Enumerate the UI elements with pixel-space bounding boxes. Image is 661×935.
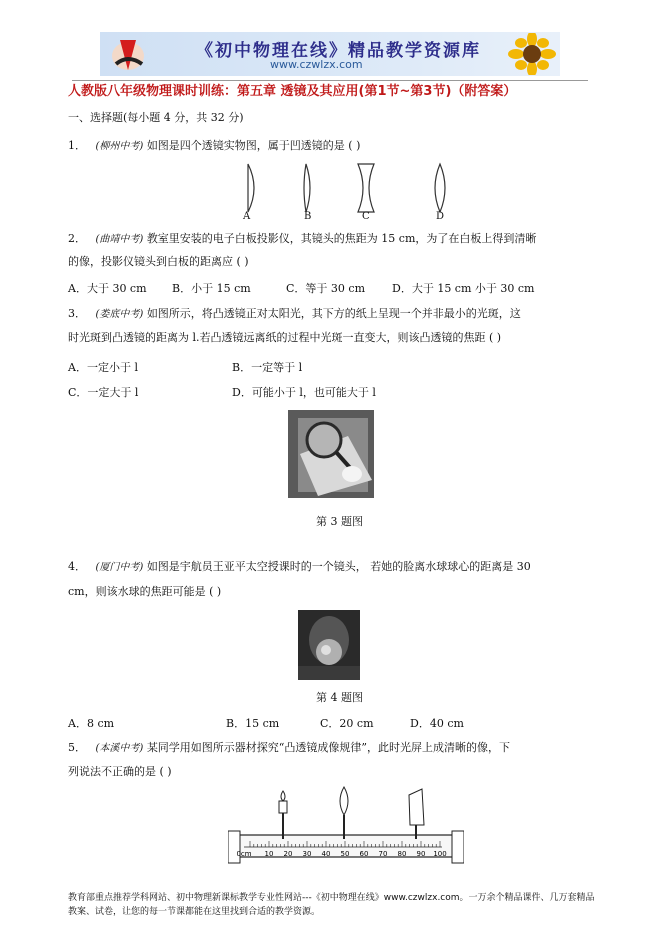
q3-photo (288, 410, 374, 498)
section-heading: 一、选择题(每小题 4 分，共 32 分) (68, 111, 244, 124)
q1-text: 如图是四个透镜实物图，属于凹透镜的是 ( ) (146, 139, 361, 152)
lens-b (304, 164, 310, 212)
q4-source: (厦门中考) (95, 562, 144, 573)
q2-line2: 的像，投影仪镜头到白板的距离应 ( ) (68, 255, 249, 268)
lens-a (248, 164, 254, 212)
q2-option-b: B．小于 15 cm (172, 282, 251, 295)
candle-flame (281, 791, 285, 801)
q3-caption: 第 3 题图 (316, 515, 363, 528)
q4-option-b: B．15 cm (226, 717, 280, 730)
document-title: 人教版八年级物理课时训练：第五章 透镜及其应用(第1节~第3节)（附答案） (68, 84, 517, 99)
q5-line1: 某同学用如图所示器材探究“凸透镜成像规律”，此时光屏上成清晰的像，下 (146, 741, 511, 754)
q2-number: 2． (68, 232, 86, 245)
q3-option-d: D．可能小于 l，也可能大于 l (232, 386, 376, 399)
ruler-tick-label: 0cm (236, 850, 252, 858)
ruler-tick-label: 70 (378, 850, 388, 858)
q4-line2: cm，则该水球的焦距可能是 ( ) (68, 585, 222, 598)
ruler-tick-label: 40 (321, 850, 331, 858)
q2-option-c: C．等于 30 cm (286, 282, 365, 295)
q3-option-c: C．一定大于 l (68, 386, 139, 399)
q4-photo (298, 610, 360, 680)
q2-option-d: D．大于 15 cm 小于 30 cm (392, 282, 535, 295)
q3-option-b: B．一定等于 l (232, 361, 303, 374)
lens-c (358, 164, 374, 212)
q4-option-c: C．20 cm (320, 717, 374, 730)
banner-url[interactable]: www.czwlzx.com (270, 58, 363, 71)
q3-line2: 时光斑到凸透镜的距离为 l.若凸透镜远离纸的过程中光斑一直变大，则该凸透镜的焦距 ( ) (68, 331, 502, 344)
q5-line2: 列说法不正确的是 ( ) (68, 765, 172, 778)
q1-lens-figure (230, 160, 450, 222)
q4-number: 4． (68, 560, 86, 573)
sunflower-icon (508, 33, 556, 75)
q3-line1: 如图所示，将凸透镜正对太阳光，其下方的纸上呈现一个并非最小的光斑，这 (146, 307, 521, 320)
q3-number: 3． (68, 307, 86, 320)
q5-source: (本溪中考) (95, 743, 144, 754)
convex-lens (340, 787, 348, 815)
q2-line1: 教室里安装的电子白板投影仪，其镜头的焦距为 15 cm，为了在白板上得到清晰 (146, 232, 537, 245)
header-banner (100, 32, 560, 76)
question-3 (68, 307, 521, 322)
question-1 (68, 139, 360, 154)
page-footer: 教育部重点推荐学科网站、初中物理新课标教学专业性网站---《初中物理在线》www.czwlzx.com。一万余个精品课件、几万套精品教案、试卷，让您的每一节课都能在这里找到合适的教学资源。 (68, 893, 595, 917)
ruler-tick-label: 80 (397, 850, 407, 858)
q5-number: 5． (68, 741, 86, 754)
candle (279, 801, 287, 813)
lens-d (435, 164, 445, 212)
q1-label-b: B (304, 211, 312, 222)
ruler-tick-label: 50 (340, 850, 350, 858)
q5-optical-bench (228, 785, 464, 877)
q1-label-a: A (243, 211, 251, 222)
question-5 (68, 741, 510, 756)
q2-source: (曲靖中考) (95, 234, 144, 245)
q4-line1: 如图是宇航员王亚平太空授课时的一个镜头， 若她的脸离水球球心的距离是 30 (146, 560, 531, 573)
banner-title: 《初中物理在线》精品教学资源库 (196, 41, 481, 61)
ruler-tick-label: 90 (416, 850, 426, 858)
light-screen (409, 789, 424, 825)
ruler-tick-label: 60 (359, 850, 369, 858)
ruler-tick-label: 10 (264, 850, 274, 858)
q4-option-a: A．8 cm (68, 717, 115, 730)
question-4 (68, 560, 531, 575)
q4-option-d: D．40 cm (410, 717, 464, 730)
logo-icon (106, 34, 150, 74)
q4-caption: 第 4 题图 (316, 691, 363, 704)
q1-number: 1． (68, 139, 86, 152)
q1-label-d: D (436, 211, 445, 222)
q3-option-a: A．一定小于 l (68, 361, 138, 374)
ruler-tick-label: 30 (302, 850, 312, 858)
ruler-tick-label: 20 (283, 850, 293, 858)
question-2 (68, 232, 536, 247)
q1-label-c: C (362, 211, 370, 222)
q1-source: (柳州中考) (95, 141, 144, 152)
q2-option-a: A．大于 30 cm (68, 282, 147, 295)
q3-source: (娄底中考) (95, 309, 144, 320)
ruler-tick-label: 100 (433, 850, 447, 858)
